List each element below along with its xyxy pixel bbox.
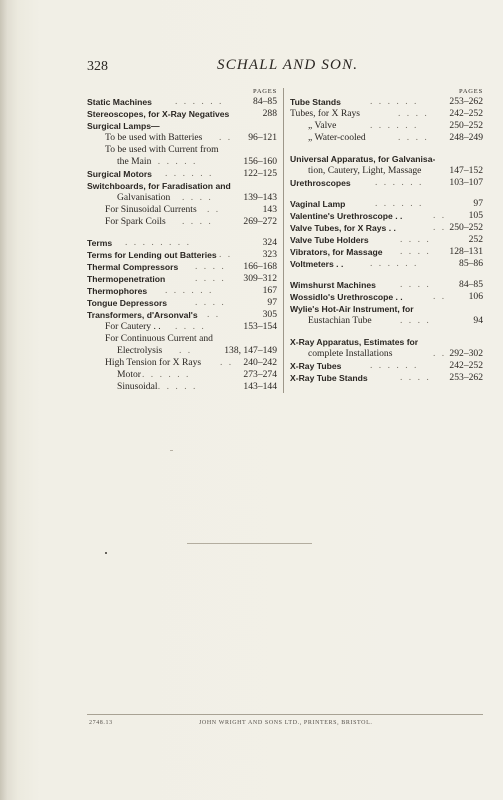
index-entry <box>87 345 277 357</box>
leader-dots: . . . . <box>182 216 213 227</box>
entry-pages: 305 <box>262 309 277 320</box>
leader-dots: . . <box>219 132 233 143</box>
entry-title: Terms for Lending out Batteries <box>87 250 217 260</box>
entry-pages: 106 <box>468 291 483 302</box>
leader-dots: . . . . . . <box>142 369 191 380</box>
entry-pages: 94 <box>473 315 483 326</box>
entry-title: Voltmeters . . <box>290 259 344 269</box>
entry-title: the Main <box>117 156 152 167</box>
entry-pages: 139–143 <box>243 192 277 203</box>
entry-pages: 242–252 <box>449 360 483 371</box>
index-entry <box>87 297 277 309</box>
entry-pages: 250–252 <box>449 120 483 131</box>
leader-dots: . . . . <box>400 234 431 245</box>
entry-pages: 252 <box>468 234 483 245</box>
entry-title: „ Water-cooled <box>308 132 366 143</box>
entry-pages: 84–85 <box>253 96 277 107</box>
leader-dots: . . <box>207 309 221 320</box>
entry-pages: 248–249 <box>449 132 483 143</box>
leader-dots: . . . . <box>195 261 226 272</box>
leader-dots: . . . . <box>175 321 206 332</box>
index-entry <box>290 291 483 303</box>
entry-title: To be used with Current from <box>105 144 219 155</box>
entry-title: Tube Stands <box>290 97 341 107</box>
entry-title: complete Installations <box>308 348 393 359</box>
leader-dots: . . . . <box>182 192 213 203</box>
entry-pages: 153–154 <box>243 321 277 332</box>
index-entry <box>87 381 277 393</box>
leader-dots: . . . . . . <box>375 198 424 209</box>
leader-dots: . . . . . . <box>149 156 198 167</box>
leader-dots: . . . . . . <box>165 285 214 296</box>
entry-pages: 138, 147–149 <box>224 345 277 356</box>
entry-title: Universal Apparatus, for Galvanisa- <box>290 154 436 164</box>
index-entry <box>290 165 483 177</box>
entry-pages: 167 <box>262 285 277 296</box>
entry-title: Vaginal Lamp <box>290 199 346 209</box>
leader-dots: . . . . <box>195 297 226 308</box>
leader-dots: . . <box>179 345 193 356</box>
entry-title: X-Ray Apparatus, Estimates for <box>290 337 419 347</box>
index-entry <box>87 120 277 132</box>
index-entry <box>87 180 277 192</box>
leader-dots: . . <box>433 210 447 221</box>
entry-pages: 324 <box>262 237 277 248</box>
entry-title: Terms <box>87 238 113 248</box>
page-number: 328 <box>87 59 108 74</box>
entry-title: X-Ray Tube Stands <box>290 373 368 383</box>
closing-rule <box>187 543 312 544</box>
index-entry <box>87 237 277 249</box>
pages-column-heading: PAGES <box>253 88 277 95</box>
entry-pages: 156–160 <box>243 156 277 167</box>
index-column-right <box>290 87 483 384</box>
index-entry <box>87 333 277 345</box>
index-entry <box>290 315 483 327</box>
column-divider <box>283 88 284 393</box>
entry-pages: 97 <box>267 297 277 308</box>
entry-title: For Spark Coils <box>105 216 166 227</box>
index-entry <box>290 132 483 144</box>
leader-dots: . . . . . . <box>375 177 424 188</box>
entry-title: Motor <box>117 369 141 380</box>
entry-title: Electrolysis <box>117 345 163 356</box>
entry-pages: 147–152 <box>449 165 483 176</box>
leader-dots: . . . . <box>400 246 431 257</box>
index-entry <box>87 156 277 168</box>
leader-dots: . . . . <box>400 315 431 326</box>
paper-speck <box>105 552 107 554</box>
entry-pages: 103–107 <box>449 177 483 188</box>
leader-dots: . . <box>220 357 234 368</box>
index-entry <box>87 204 277 216</box>
index-entry <box>87 309 277 321</box>
entry-title: Tubes, for X Rays <box>290 108 361 119</box>
entry-pages: 309–312 <box>243 273 277 284</box>
leader-dots: . . . . <box>400 372 431 383</box>
entry-title: Wylie's Hot-Air Instrument, for <box>290 304 414 314</box>
leader-dots: . . . . . . <box>370 258 419 269</box>
index-entries-left <box>87 96 277 393</box>
entry-pages: 143–144 <box>243 381 277 392</box>
index-entry <box>290 234 483 246</box>
entry-title: Sinusoidal <box>117 381 158 392</box>
index-entry <box>290 336 483 348</box>
entry-pages: 122–125 <box>243 168 277 179</box>
entry-pages: 242–252 <box>449 108 483 119</box>
entry-title: For Cautery . . <box>105 321 161 332</box>
entry-pages: 97 <box>473 198 483 209</box>
entry-title: For Sinusoidal Currents <box>105 204 197 215</box>
index-entry <box>290 210 483 222</box>
index-entry <box>87 96 277 108</box>
leader-dots: . . <box>433 348 447 359</box>
index-entry <box>87 216 277 228</box>
entry-title: Valentine's Urethroscope . . <box>290 211 403 221</box>
leader-dots: . . . . . . . . <box>125 237 191 248</box>
index-column-left <box>87 87 277 393</box>
leader-dots: . . <box>207 204 221 215</box>
binding-gutter <box>0 0 8 800</box>
entry-title: Surgical Motors <box>87 169 152 179</box>
index-entry <box>290 372 483 384</box>
leader-dots: . . . . <box>398 132 429 143</box>
entry-title: To be used with Batteries <box>105 132 203 143</box>
entry-pages: 288 <box>262 108 277 119</box>
leader-dots: . . . . . . <box>370 120 419 131</box>
index-entry <box>290 348 483 360</box>
leader-dots: . . . . . . <box>370 96 419 107</box>
entry-pages: 250–252 <box>449 222 483 233</box>
entry-title: Static Machines <box>87 97 152 107</box>
index-entry <box>87 285 277 297</box>
index-entry <box>290 96 483 108</box>
entry-title: Thermal Compressors <box>87 262 179 272</box>
paper-mark <box>170 450 173 451</box>
entry-title: Surgical Lamps— <box>87 121 160 131</box>
entry-title: Eustachian Tube <box>308 315 372 326</box>
entry-pages: 105 <box>468 210 483 221</box>
entry-title: Thermopenetration <box>87 274 166 284</box>
entry-title: Valve Tubes, for X Rays . . <box>290 223 396 233</box>
index-entry <box>290 120 483 132</box>
index-entry <box>87 144 277 156</box>
entry-title: Galvanisation <box>117 192 171 203</box>
index-entry <box>87 249 277 261</box>
index-entry <box>290 198 483 210</box>
leader-dots: . . . . <box>398 108 429 119</box>
index-entry <box>87 357 277 369</box>
index-entry <box>290 279 483 291</box>
entry-pages: 84–85 <box>459 279 483 290</box>
page-header <box>87 57 483 77</box>
entry-pages: 143 <box>262 204 277 215</box>
index-entry <box>290 360 483 372</box>
index-entries-right <box>290 96 483 384</box>
print-code: 2748.13 <box>89 720 113 726</box>
entry-pages: 128–131 <box>449 246 483 257</box>
entry-title: Wimshurst Machines <box>290 280 376 290</box>
entry-pages: 253–262 <box>449 96 483 107</box>
printer-imprint: JOHN WRIGHT AND SONS LTD., PRINTERS, BRISTOL. <box>199 720 373 726</box>
entry-title: Vibrators, for Massage <box>290 247 383 257</box>
entry-pages: 269–272 <box>243 216 277 227</box>
entry-pages: 273–274 <box>243 369 277 380</box>
index-entry <box>87 192 277 204</box>
index-entry <box>290 222 483 234</box>
leader-dots: . . . . <box>195 273 226 284</box>
index-entry <box>290 246 483 258</box>
leader-dots: . . <box>219 249 233 260</box>
entry-pages: 323 <box>262 249 277 260</box>
entry-pages: 96–121 <box>248 132 277 143</box>
leader-dots: . . . . . . <box>370 360 419 371</box>
index-entry <box>87 132 277 144</box>
running-title: SCHALL AND SON. <box>217 57 359 73</box>
entry-title: For Continuous Current and <box>105 333 213 344</box>
entry-title: Thermophores <box>87 286 148 296</box>
leader-dots: . . . . . . <box>149 381 198 392</box>
index-entry <box>87 369 277 381</box>
index-entry <box>290 177 483 189</box>
entry-pages: 240–242 <box>243 357 277 368</box>
entry-title: Stereoscopes, for X-Ray Negatives <box>87 109 230 119</box>
entry-title: Switchboards, for Faradisation and <box>87 181 231 191</box>
index-entry <box>87 108 277 120</box>
leader-dots: . . <box>433 222 447 233</box>
index-entry <box>87 321 277 333</box>
entry-pages: 253–262 <box>449 372 483 383</box>
index-entry <box>290 258 483 270</box>
entry-title: Tongue Depressors <box>87 298 168 308</box>
entry-title: tion, Cautery, Light, Massage <box>308 165 422 176</box>
entry-title: X-Ray Tubes <box>290 361 342 371</box>
entry-title: High Tension for X Rays <box>105 357 202 368</box>
index-entry <box>87 168 277 180</box>
leader-dots: . . . . . . <box>165 168 214 179</box>
entry-title: Transformers, d'Arsonval's <box>87 310 198 320</box>
pages-column-heading: PAGES <box>459 88 483 95</box>
entry-title: Wossidlo's Urethroscope . . <box>290 292 403 302</box>
entry-pages: 292–302 <box>449 348 483 359</box>
imprint-footer <box>87 714 483 729</box>
index-entry <box>290 303 483 315</box>
leader-dots: . . . . . . <box>175 96 224 107</box>
index-entry <box>290 153 483 165</box>
entry-title: Urethroscopes <box>290 178 351 188</box>
index-entry <box>87 273 277 285</box>
entry-title: „ Valve <box>308 120 337 131</box>
index-entry <box>290 108 483 120</box>
entry-pages: 166–168 <box>243 261 277 272</box>
entry-title: Valve Tube Holders <box>290 235 369 245</box>
index-entry <box>87 261 277 273</box>
leader-dots: . . . . <box>400 279 431 290</box>
leader-dots: . . <box>433 291 447 302</box>
entry-pages: 85–86 <box>459 258 483 269</box>
